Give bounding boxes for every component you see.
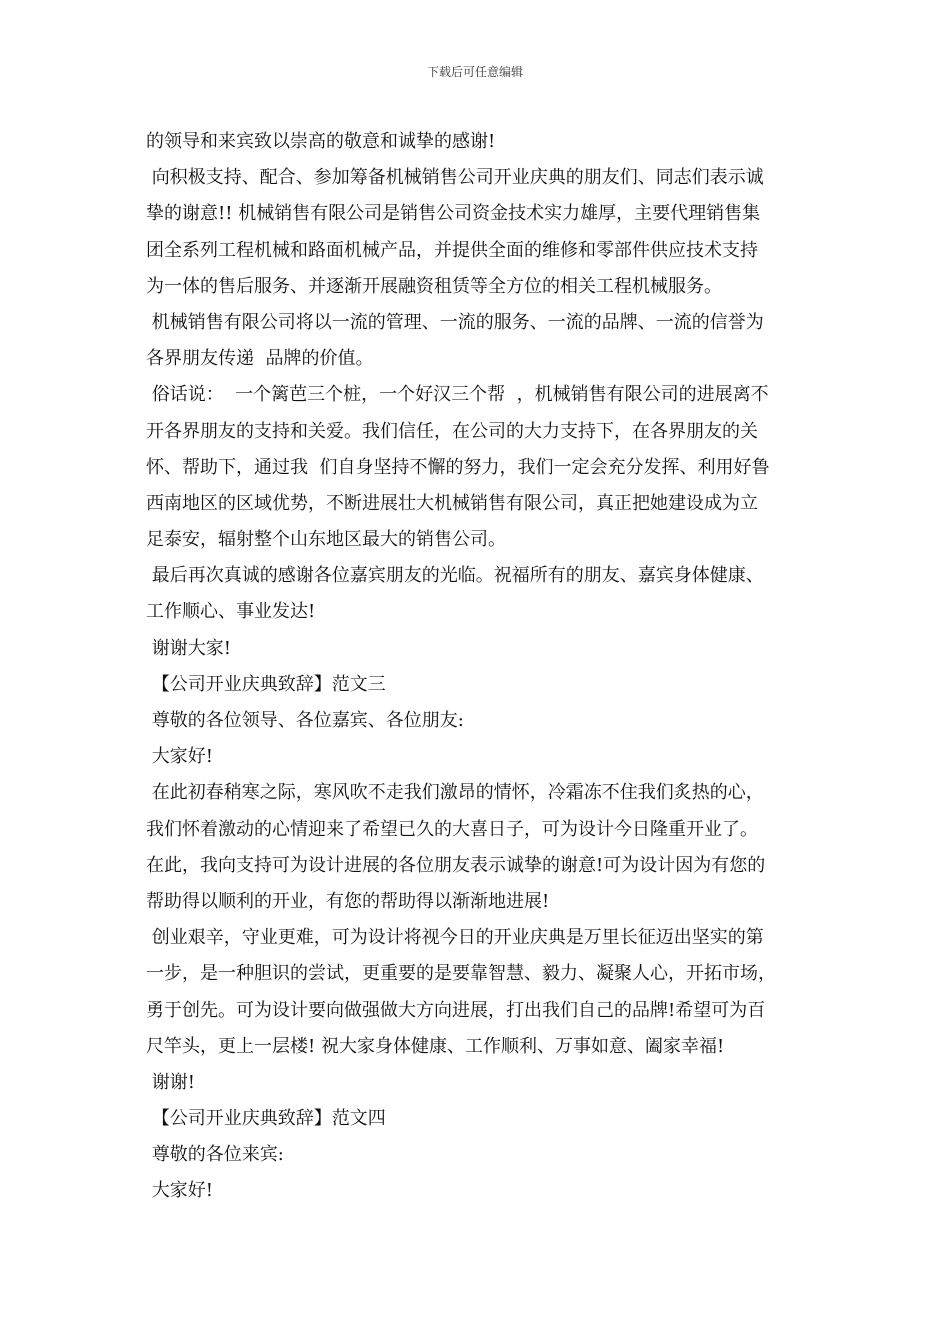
text-line: 团全系列工程机械和路面机械产品，并提供全面的维修和零部件供应技术支持 [146, 239, 758, 261]
text-line: 帮助得以顺利的开业，有您的帮助得以渐渐地进展! [146, 890, 550, 912]
text-line: 勇于创先。可为设计要向做强做大方向进展，打出我们自己的品牌!希望可为百 [146, 999, 766, 1021]
text-line: 机械销售有限公司将以一流的管理、一流的服务、一流的品牌、一流的信誉为 [146, 311, 764, 333]
text-line: 开各界朋友的支持和关爱。我们信任，在公司的大力支持下，在各界朋友的关 [146, 420, 758, 442]
text-line: 为一体的售后服务、并逐渐开展融资租赁等全方位的相关工程机械服务。 [146, 275, 722, 297]
text-line: 工作顺心、事业发达! [146, 601, 316, 623]
text-line: 创业艰辛，守业更难，可为设计将视今日的开业庆典是万里长征迈出坚实的第 [146, 927, 764, 949]
text-line: 尊敬的各位来宾: [146, 1144, 284, 1166]
text-line: 谢谢大家! [146, 637, 231, 659]
section-heading: 【公司开业庆典致辞】范文三 [146, 673, 386, 695]
text-line: 怀、帮助下，通过我 们自身坚持不懈的努力，我们一定会充分发挥、利用好鲁 [146, 456, 770, 478]
text-line: 我们怀着激动的心情迎来了希望已久的大喜日子，可为设计今日隆重开业了。 [146, 818, 758, 840]
text-line: 最后再次真诚的感谢各位嘉宾朋友的光临。祝福所有的朋友、嘉宾身体健康、 [146, 565, 764, 587]
page-header: 下载后可任意编辑 [426, 65, 523, 79]
text-line: 大家好! [146, 1180, 213, 1202]
text-line: 在此初春稍寒之际，寒风吹不走我们激昂的情怀，冷霜冻不住我们炙热的心， [146, 782, 764, 804]
text-line: 大家好! [146, 746, 213, 768]
text-line: 西南地区的区域优势，不断进展壮大机械销售有限公司，真正把她建设成为立 [146, 492, 758, 514]
text-line: 尺竿头，更上一层楼! 祝大家身体健康、工作顺利、万事如意、阖家幸福! [146, 1035, 725, 1057]
text-line: 向积极支持、配合、参加筹备机械销售公司开业庆典的朋友们、同志们表示诚 [146, 167, 764, 189]
text-line: 一步，是一种胆识的尝试，更重要的是要靠智慧、毅力、凝聚人心，开拓市场， [146, 963, 776, 985]
section-heading: 【公司开业庆典致辞】范文四 [146, 1108, 386, 1130]
text-line: 谢谢! [146, 1071, 195, 1093]
text-line: 俗话说： 一个篱芭三个桩，一个好汉三个帮 ，机械销售有限公司的进展离不 [146, 384, 769, 406]
text-line: 足泰安，辐射整个山东地区最大的销售公司。 [146, 529, 506, 551]
text-line: 在此，我向支持可为设计进展的各位朋友表示诚挚的谢意!可为设计因为有您的 [146, 854, 766, 876]
text-line: 挚的谢意!! 机械销售有限公司是销售公司资金技术实力雄厚，主要代理销售集 [146, 203, 761, 225]
text-line: 的领导和来宾致以崇高的敬意和诚挚的感谢! [146, 131, 496, 152]
text-line: 各界朋友传递 品牌的价值。 [146, 348, 374, 370]
document-body [146, 124, 818, 1210]
text-line: 尊敬的各位领导、各位嘉宾、各位朋友: [146, 710, 464, 731]
